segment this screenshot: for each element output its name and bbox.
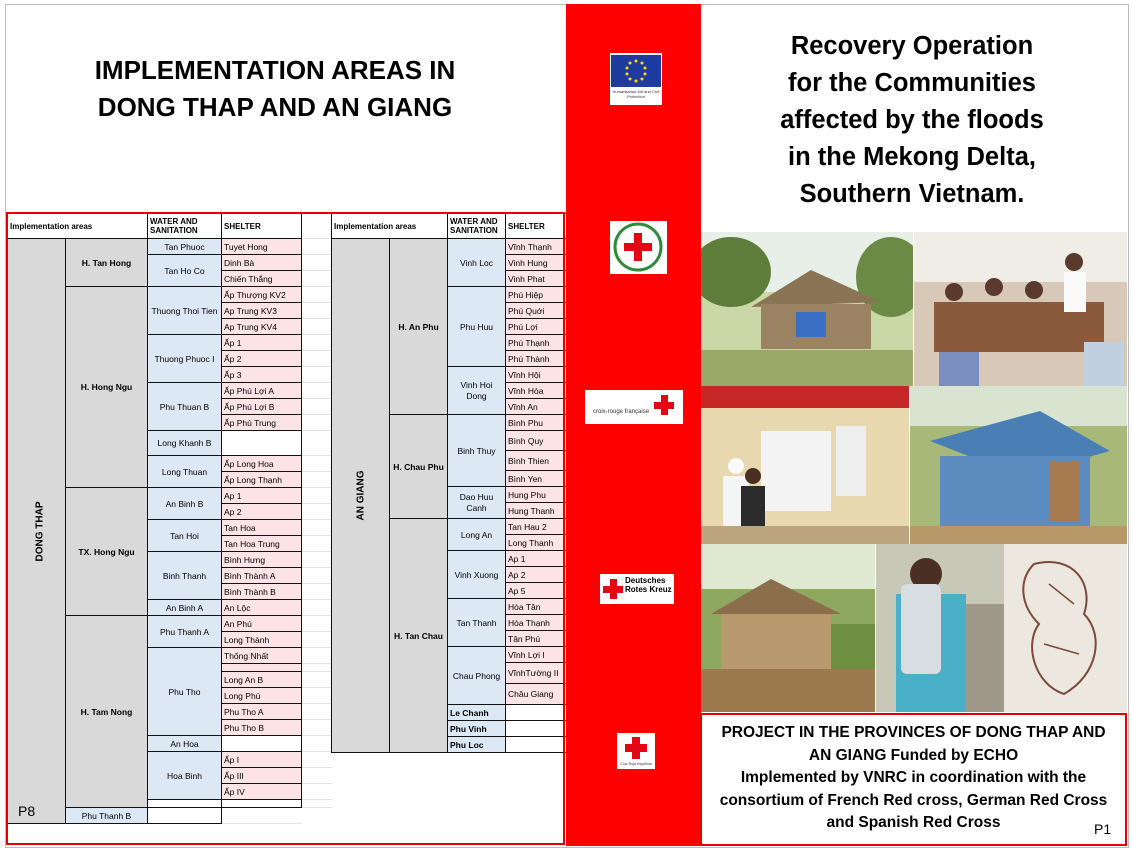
vnrc-logo [610,221,667,274]
commune: Phu Thuan B [148,383,222,431]
shelter-cell: Bình Hưng [222,552,302,568]
photo-water-filter [876,544,1004,712]
shelter-cell: Ấp III [222,768,302,784]
commune: Phu Loc [448,737,506,753]
commune: Binh Thuy [448,415,506,487]
shelter-cell: VĩnhTường II [506,663,567,684]
commune: An Binh B [148,488,222,520]
eu-caption: Humanitarian Aid and Civil Protection [612,89,660,99]
shelter-cell: Long Thanh [506,535,567,551]
shelter-cell: Châu Giang [506,684,567,705]
commune: Long Khanh B [148,431,222,456]
header-areas: Implementation areas [332,214,448,239]
shelter-cell: Ấp I [222,752,302,768]
shelter-cell: Ap 1 [506,551,567,567]
shelter-cell: Vĩnh Hòa [506,383,567,399]
shelter-cell: Phú Thành [506,351,567,367]
shelter-cell: Phú Hiệp [506,287,567,303]
shelter-cell: Vinh Hung [506,255,567,271]
shelter-cell: Ap 1 [222,488,302,504]
shelter-cell: Vĩnh Hội [506,367,567,383]
shelter-cell: Tân Phú [506,631,567,647]
shelter-cell: Vĩnh Thạnh [506,239,567,255]
commune: Tan Ho Co [148,255,222,287]
shelter-cell: Phu Tho A [222,704,302,720]
red-cross-icon [617,733,655,763]
shelter-cell: Long An B [222,672,302,688]
shelter-cell: Bình Yen [506,471,567,487]
shelter-cell: Ap 2 [506,567,567,583]
french-red-cross-logo [585,390,683,424]
shelter-cell: An Phú [222,616,302,632]
shelter-cell: Vĩnh An [506,399,567,415]
shelter-cell: Bình Thành A [222,568,302,584]
commune: Binh Thanh [148,552,222,600]
province-an-giang: AN GIANG [332,239,390,753]
commune: Le Chanh [448,705,506,721]
shelter-cell: Tuyet Hong [222,239,302,255]
shelter-cell: Dinh Bà [222,255,302,271]
district: H. Tan Chau [390,519,448,753]
shelter-cell: Tan Hoa [222,520,302,536]
shelter-cell: Bình Quy [506,431,567,451]
eu-logo [610,53,662,105]
district: H. Hong Ngu [66,287,148,488]
commune: Long Thuan [148,456,222,488]
commune: Phu Tho [148,648,222,736]
shelter-cell: Ấp Phú Lợi B [222,399,302,415]
commune: Tan Thanh [448,599,506,647]
photo-meeting [914,232,1127,386]
shelter-cell: Ấp 3 [222,367,302,383]
shelter-cell: Bình Thành B [222,584,302,600]
header-water: WATER AND SANITATION [448,214,506,239]
red-cross-icon [653,394,675,416]
shelter-cell: Ấp IV [222,784,302,800]
an-giang-table [331,213,567,753]
commune: Phu Huu [448,287,506,367]
shelter-cell: Phú Lợi [506,319,567,335]
commune: An Hoa [148,736,222,752]
shelter-cell: Hung Phu [506,487,567,503]
commune: Vinh Loc [448,239,506,287]
header-areas: Implementation areas [8,214,148,239]
shelter-cell: Hung Thanh [506,503,567,519]
dong-thap-table [7,213,332,824]
shelter-cell: An Lộc [222,600,302,616]
shelter-cell: Vĩnh Lợi I [506,647,567,663]
shelter-cell: Phú Thạnh [506,335,567,351]
shelter-cell: Tan Hau 2 [506,519,567,535]
shelter-cell: Phú Quới [506,303,567,319]
shelter-cell: Ấp Phú Lợi A [222,383,302,399]
shelter-cell: Ấp Thượng KV2 [222,287,302,303]
shelter-cell: Ap Trung KV3 [222,303,302,319]
district: H. Chau Phu [390,415,448,519]
shelter-cell: Hòa Tân [506,599,567,615]
shelter-cell: Thống Nhất [222,648,302,664]
spanish-rc-text: Cruz Roja Española [620,762,652,766]
commune: Vinh Xuong [448,551,506,599]
shelter-cell: Ấp Long Thạnh [222,472,302,488]
red-cross-icon [602,578,624,600]
header-shelter: SHELTER [222,214,302,239]
project-footer: PROJECT IN THE PROVINCES OF DONG THAP AND AN GIANG Funded by ECHO Implemented by VNRC in coordination with the consortium of French Red cross, German Red Cross and Spanish Red Cross [700,713,1127,846]
commune: Long An [448,519,506,551]
commune: Tan Hoi [148,520,222,552]
shelter-cell: Ap 5 [506,583,567,599]
logo-strip [566,4,701,846]
commune: Dao Huu Canh [448,487,506,519]
german-red-cross-logo [600,574,674,604]
shelter-cell: Ấp Long Hoa [222,456,302,472]
district: H. Tam Nong [66,616,148,808]
header-shelter: SHELTER [506,214,567,239]
shelter-cell: Ấp Phú Trung [222,415,302,431]
photo-hut [701,544,875,712]
commune: Vinh Hoi Dong [448,367,506,415]
shelter-cell: Tan Hoa Trung [222,536,302,552]
photo-shelter [910,386,1127,544]
shelter-cell: Bình Thien [506,451,567,471]
district: H. Tan Hong [66,239,148,287]
shelter-cell: Ap 2 [222,504,302,520]
commune: Tan Phuoc [148,239,222,255]
photo-training [701,386,909,544]
commune: Phu Vinh [448,721,506,737]
page-number-left: P8 [18,803,36,819]
vnrc-emblem-icon [610,221,667,274]
district: H. An Phu [390,239,448,415]
commune: Phu Thanh B [66,808,148,824]
shelter-cell: Bình Phu [506,415,567,431]
commune: Thuong Phuoc I [148,335,222,383]
photo-map-drawing [1004,544,1127,712]
spanish-red-cross-logo [617,733,655,769]
right-title: Recovery Operation for the Communities affected by the floods in the Mekong Delta, Southern Vietnam. [780,32,1044,208]
commune: Hoa Binh [148,752,222,800]
photo-stilt-house [701,232,913,386]
shelter-cell: Phu Tho B [222,720,302,736]
page-number-right: P1 [1094,821,1112,837]
left-title: IMPLEMENTATION AREAS IN DONG THAP AND AN GIANG [94,55,456,122]
shelter-cell: Long Thành [222,632,302,648]
commune: Thuong Thoi Tien [148,287,222,335]
shelter-cell: Chiến Thắng [222,271,302,287]
shelter-cell: Ấp 2 [222,351,302,367]
german-rc-text: Deutsches Rotes Kreuz [625,576,672,594]
shelter-cell: Vinh Phat [506,271,567,287]
header-water: WATER AND SANITATION [148,214,222,239]
province-dong-thap: DONG THAP [8,239,66,824]
commune: Phu Thanh A [148,616,222,648]
commune: An Binh A [148,600,222,616]
commune: Chau Phong [448,647,506,705]
shelter-cell: Long Phú [222,688,302,704]
shelter-cell: Ap Trung KV4 [222,319,302,335]
district: TX. Hong Ngu [66,488,148,616]
french-rc-text: croix-rouge française [593,409,650,415]
shelter-cell: Hòa Thạnh [506,615,567,631]
shelter-cell: Ấp 1 [222,335,302,351]
